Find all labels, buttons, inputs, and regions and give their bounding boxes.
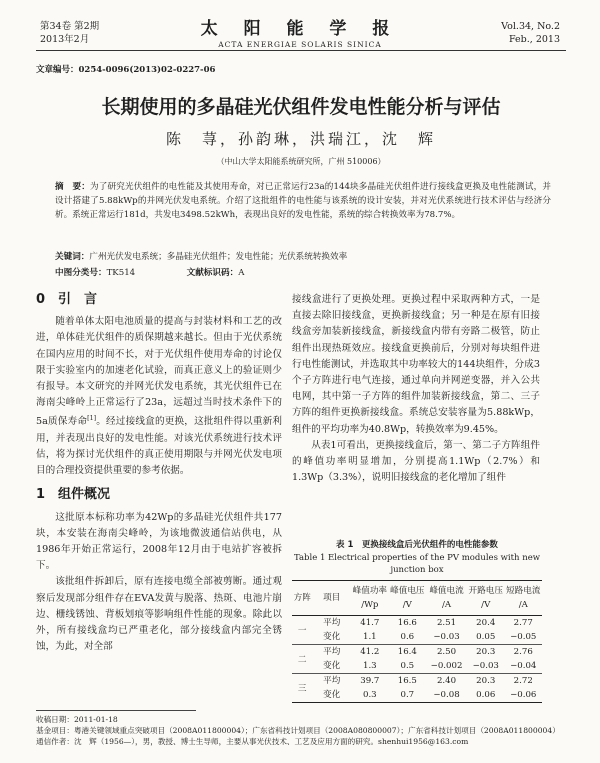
table-cell: −0.002 bbox=[430, 661, 463, 671]
table-cell: 1.1 bbox=[362, 632, 377, 642]
table-cell: −0.04 bbox=[510, 661, 537, 671]
clc-code: TK514 bbox=[106, 268, 136, 278]
table-cell: 平均 bbox=[323, 647, 341, 657]
table-caption-en: Table 1 Electrical properties of the PV modules with new junction box bbox=[293, 553, 541, 575]
table-group-cell: 三 bbox=[297, 684, 307, 694]
volume-zh: 第34卷 第2期 bbox=[40, 21, 100, 32]
table-cell: 2.40 bbox=[436, 676, 457, 686]
intro-text-continued: 。经过接线盒的更换，这批组件得以重新利用，并表现出良好的发电性能。对该光伏系统进行技术评估，将为探讨光伏组件的真正使用期限与并网光伏发电项目的合理投资提供重要的参考依据。 bbox=[36, 416, 282, 477]
footnotes bbox=[36, 714, 560, 747]
authors: 陈 荨，孙韵琳，洪瑞江，沈 辉 bbox=[165, 130, 436, 148]
left-column bbox=[36, 292, 282, 655]
journal-title-en: ACTA ENERGIAE SOLARIS SINICA bbox=[218, 40, 382, 49]
table-cell: 变化 bbox=[323, 632, 341, 642]
table-header-cell bbox=[312, 581, 351, 616]
intro-paragraph bbox=[36, 314, 282, 479]
table-header-line: 峰值电压 bbox=[390, 586, 425, 596]
table-cell: 20.3 bbox=[476, 676, 496, 686]
keywords-text: 广州光伏发电系统；多晶硅光伏组件；发电性能；光伏系统转换效率 bbox=[89, 252, 348, 262]
table-body bbox=[292, 580, 542, 703]
received-date: 收稿日期：2011-01-18 bbox=[36, 715, 118, 724]
table-header-cell bbox=[426, 581, 467, 616]
table-header-line: 方阵 bbox=[293, 593, 311, 603]
table-header-line: /A bbox=[518, 600, 528, 610]
table-cell: 平均 bbox=[323, 618, 341, 628]
table-cell: 2.77 bbox=[513, 618, 533, 628]
section-1-title: 1 组件概况 bbox=[36, 487, 111, 503]
table-cell: 变化 bbox=[323, 690, 341, 700]
table-cell: 20.4 bbox=[476, 618, 496, 628]
table-cell: 2.50 bbox=[436, 647, 457, 657]
table-cell: 2.51 bbox=[436, 618, 457, 628]
abstract bbox=[55, 180, 551, 223]
paper-title: 长期使用的多晶硅光伏组件发电性能分析与评估 bbox=[101, 96, 501, 118]
table-row bbox=[292, 674, 542, 689]
abstract-text: 为了研究光伏组件的电性能及其使用寿命，对已正常运行23a的144块多晶硅光伏组件进行接线盒更换及电性能测试，并设计搭建了5.88kWp的并网光伏发电系统。介绍了这批组件的电性能与该系统的设计安装，并对光伏系统进行技术评估与经济分析。系统正常运行181d，共发电3498.52kWh，表现出良好的发电性能，系统的综合转换效率为78.7%。 bbox=[55, 182, 551, 221]
table-header-line: 峰值功率 bbox=[352, 586, 388, 596]
table-cell: 16.5 bbox=[397, 676, 417, 686]
table-header-line: /A bbox=[441, 600, 452, 610]
table-header-line: 短路电流 bbox=[506, 586, 541, 596]
table-header-row bbox=[292, 581, 542, 616]
table-cell: −0.03 bbox=[433, 632, 460, 642]
table-cell: 41.7 bbox=[360, 618, 380, 628]
right-paragraph-2: 从表1可看出，更换接线盒后，第一、第二子方阵组件的峰值功率明显增加，分别提高1.1Wp（2.7%）和1.3Wp（3.3%），说明旧接线盒的老化增加了组件 bbox=[292, 439, 540, 484]
table-cell: 0.06 bbox=[476, 690, 496, 700]
section-intro-title: 0 引 言 bbox=[36, 292, 98, 307]
doc-code-label: 文献标识码： bbox=[186, 268, 239, 278]
table-row bbox=[292, 630, 542, 645]
table-cell: 16.4 bbox=[397, 647, 417, 657]
footnote-divider bbox=[36, 710, 196, 711]
table-cell: −0.03 bbox=[472, 661, 499, 671]
table-row bbox=[292, 616, 542, 631]
doc-code: A bbox=[238, 268, 245, 278]
date-zh: 2013年2月 bbox=[40, 34, 90, 45]
table-cell: 16.6 bbox=[397, 618, 417, 628]
table-header-line: /V bbox=[402, 600, 412, 610]
table-group-cell: 一 bbox=[297, 626, 307, 636]
volume-en: Vol.34, No.2 bbox=[501, 21, 560, 32]
table-header-cell bbox=[389, 581, 427, 616]
table-cell: 2.76 bbox=[513, 647, 533, 657]
affiliation: （中山大学太阳能系统研究所，广州 510006） bbox=[216, 157, 386, 166]
author-info: 通信作者：沈 辉（1956—），男，教授、博士生导师，主要从事光伏技术、工艺及应用方面的研究。shenhui1956@163.com bbox=[36, 737, 469, 746]
table-header-line: /Wp bbox=[361, 600, 379, 610]
header-divider bbox=[36, 50, 566, 51]
table-header-cell bbox=[351, 581, 389, 616]
keywords bbox=[55, 250, 347, 262]
section-1-paragraph-2: 该批组件拆卸后，原有连接电缆全部被剪断。通过观察后发现部分组件存在EVA发黄与脱落、热斑、电池片崩边、栅线锈蚀、背板划痕等影响组件性能的现象。除此以外，所有接线盒均已严重老化，部分接线盒内部完全锈蚀，为此，对全部 bbox=[36, 576, 282, 653]
table-cell: 平均 bbox=[323, 676, 341, 686]
table-cell: 41.2 bbox=[360, 647, 380, 657]
table-1 bbox=[292, 538, 542, 703]
table-cell: 39.7 bbox=[360, 676, 380, 686]
table-cell: 20.3 bbox=[476, 647, 496, 657]
fund-info: 基金项目：粤港关键领域重点突破项目（2008A011800004）；广东省科技计划项目（2008A080800007）；广东省科技计划项目（2008A011800004） bbox=[36, 726, 560, 735]
table-cell: 0.3 bbox=[362, 690, 377, 700]
header-volume bbox=[40, 20, 99, 46]
clc-label: 中图分类号： bbox=[55, 268, 107, 278]
intro-text: 随着单体太阳电池质量的提高与封装材料和工艺的改进，单体硅光伏组件的质保期越来越长。但由于光伏系统在国内应用的时间不长，对于光伏组件使用寿命的讨论仅限于实验室内的加速老化试验，而真正意义上的验证则少有报导。本文研究的并网光伏发电系统，其光伏组件已在海南尖峰岭上正常运行了23a，远超过当时技术条件下的5a质保寿命 bbox=[36, 316, 282, 428]
table-caption-zh: 表 1 更换接线盒后光伏组件的电性能参数 bbox=[336, 540, 498, 550]
table-header-line: 开路电压 bbox=[468, 586, 503, 596]
table-row bbox=[292, 659, 542, 674]
table-cell: −0.06 bbox=[510, 690, 537, 700]
table-header-line: 项目 bbox=[323, 593, 341, 603]
table-cell: 0.05 bbox=[476, 632, 496, 642]
section-1-paragraph-1: 这批原本标称功率为42Wp的多晶硅光伏组件共177块，本安装在海南尖峰岭，为该地微波通信站供电，从1986年开始正常运行，2008年12月由于电站扩容被拆下。 bbox=[36, 511, 282, 572]
right-column bbox=[292, 292, 540, 486]
table-cell: −0.08 bbox=[433, 690, 460, 700]
table-cell: 变化 bbox=[323, 661, 341, 671]
keywords-label: 关键词： bbox=[55, 252, 90, 262]
right-paragraph-1: 接线盒进行了更换处理。更换过程中采取两种方式，一是直接去除旧接线盒，更换新接线盒；另一种是在原有旧接线盒旁加装新接线盒，新接线盒内带有旁路二极管，防止组件出现热斑效应。接线盒更换前后，分别对每块组件进行电性能测试，并选取其中功率较大的144块组件，分成3个子方阵进行电气连接，通过单向并网逆变器，并入公共电网，其中第一子方阵的组件加装新接线盒，第二、三子方阵的组件更换新接线盒。系统总安装容量为5.88kWp，组件的平均功率为40.8Wp，转换效率为9.45%。 bbox=[292, 294, 540, 435]
table-row bbox=[292, 645, 542, 660]
table-cell: 0.6 bbox=[400, 632, 415, 642]
table-header-line: /V bbox=[481, 600, 491, 610]
abstract-label: 摘 要： bbox=[55, 182, 90, 192]
date-en: Feb., 2013 bbox=[508, 34, 560, 45]
table-cell: −0.05 bbox=[510, 632, 537, 642]
citation-ref: [1] bbox=[87, 415, 97, 423]
table-cell: 2.72 bbox=[513, 676, 533, 686]
table-row bbox=[292, 688, 542, 703]
table-cell: 0.5 bbox=[400, 661, 415, 671]
article-number: 文章编号：0254-0096(2013)02-0227-06 bbox=[36, 65, 216, 75]
table-header-cell bbox=[504, 581, 542, 616]
table-header-cell bbox=[292, 581, 312, 616]
journal-masthead bbox=[150, 14, 450, 49]
table-group-cell: 二 bbox=[297, 655, 307, 665]
classification bbox=[55, 266, 244, 278]
header-issue bbox=[501, 20, 560, 46]
table-header-cell bbox=[467, 581, 505, 616]
table-header-line: 峰值电流 bbox=[429, 586, 464, 596]
table-cell: 1.3 bbox=[362, 661, 377, 671]
journal-title-zh: 太 阳 能 学 报 bbox=[200, 19, 400, 39]
table-cell: 0.7 bbox=[400, 690, 415, 700]
